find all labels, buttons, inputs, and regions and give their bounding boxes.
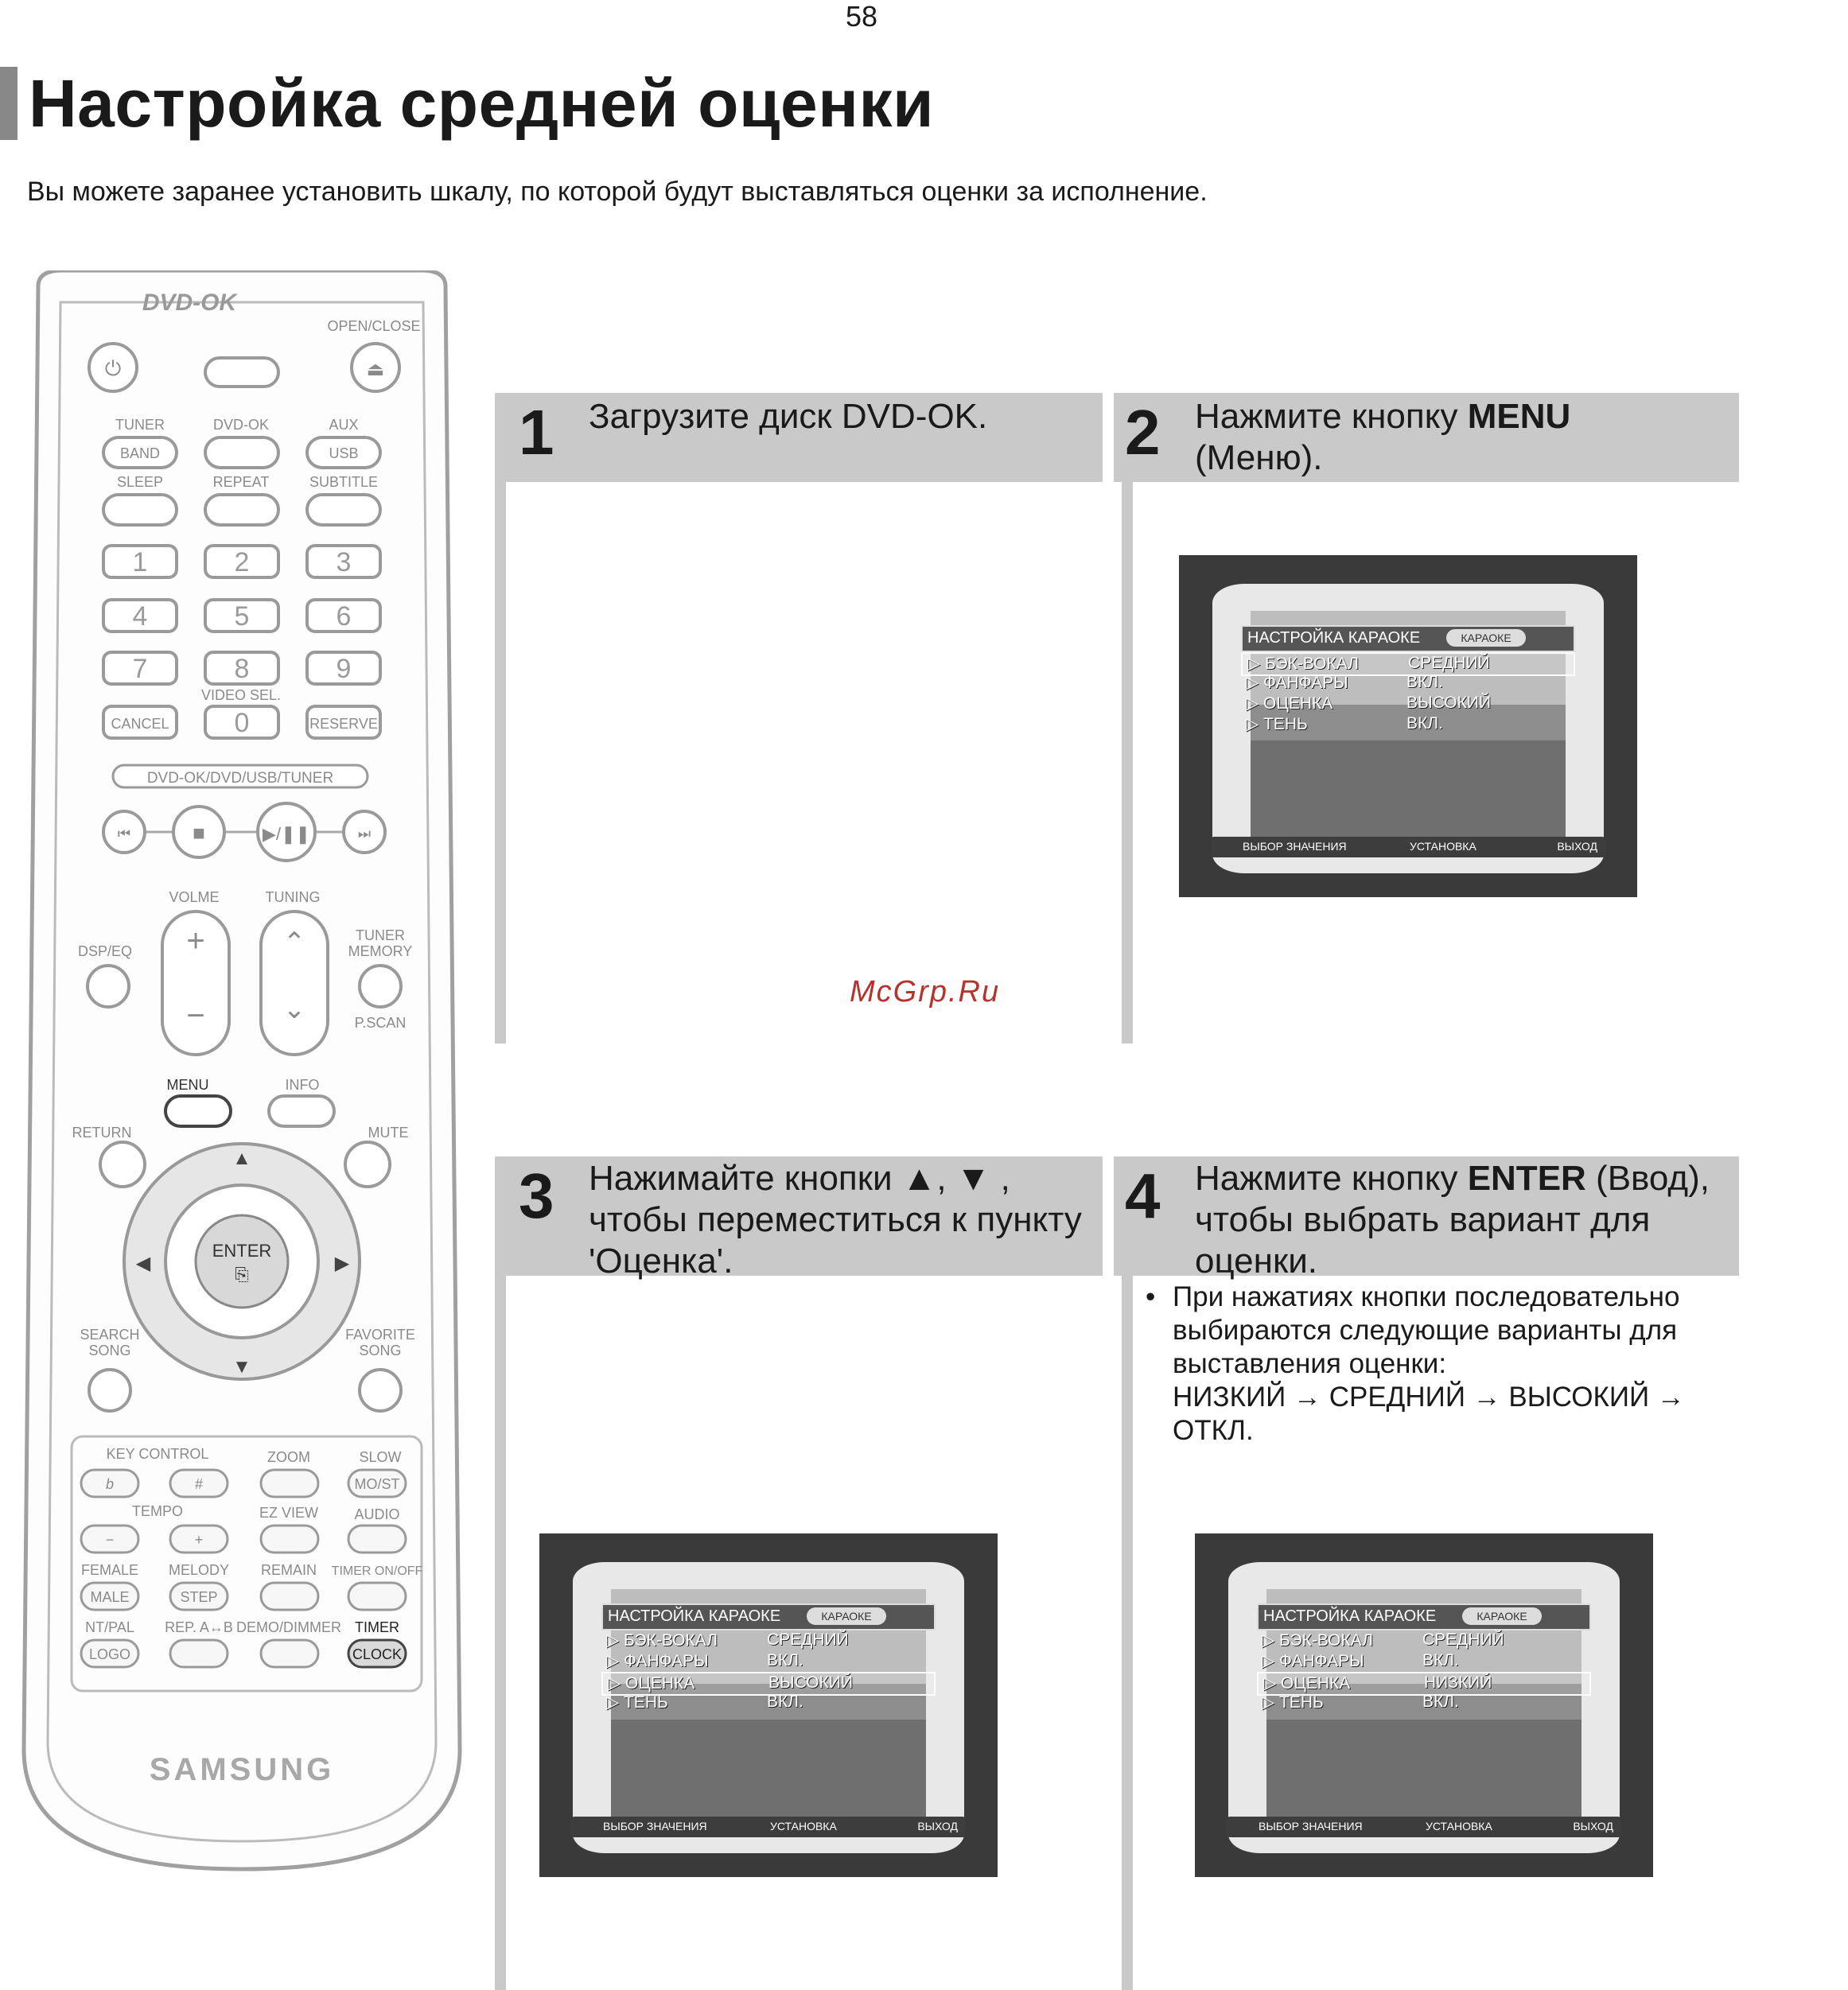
digit-0-label: 0 — [234, 708, 250, 738]
digit-9-label: 9 — [336, 654, 352, 684]
svg-text:▶: ▶ — [334, 1253, 350, 1274]
svg-text:TUNING: TUNING — [265, 889, 321, 905]
svg-text:MELODY: MELODY — [168, 1562, 230, 1578]
step-1-rule — [495, 482, 506, 1044]
step-1-text: Загрузите диск DVD-OK. — [589, 397, 988, 436]
svg-text:P.SCAN: P.SCAN — [354, 1015, 407, 1031]
svg-text:▼: ▼ — [232, 1356, 251, 1378]
svg-text:SONG: SONG — [88, 1343, 131, 1358]
svg-text:LOGO: LOGO — [88, 1646, 131, 1662]
svg-text:+: + — [194, 1532, 204, 1548]
svg-text:#: # — [194, 1476, 204, 1492]
title-accent-bar — [0, 67, 18, 140]
svg-text:−: − — [186, 998, 205, 1033]
step-2-number: 2 — [1125, 397, 1161, 468]
svg-text:DEMO/DIMMER: DEMO/DIMMER — [236, 1619, 341, 1635]
step-4-rule — [1122, 1276, 1133, 1990]
svg-text:◀: ◀ — [135, 1253, 151, 1274]
svg-text:TIMER ON/OFF: TIMER ON/OFF — [331, 1564, 423, 1578]
svg-text:AUDIO: AUDIO — [354, 1506, 400, 1522]
svg-text:MENU: MENU — [166, 1077, 209, 1093]
svg-text:MO/ST: MO/ST — [354, 1476, 400, 1492]
svg-text:BAND: BAND — [119, 445, 161, 461]
svg-text:FEMALE: FEMALE — [80, 1562, 139, 1578]
svg-text:OPEN/CLOSE: OPEN/CLOSE — [327, 318, 421, 334]
svg-text:DVD-OK/DVD/USB/TUNER: DVD-OK/DVD/USB/TUNER — [146, 770, 334, 787]
svg-text:KEY CONTROL: KEY CONTROL — [106, 1446, 209, 1462]
page-title: Настройка средней оценки — [29, 66, 935, 141]
svg-text:VIDEO SEL.: VIDEO SEL. — [200, 687, 282, 703]
svg-text:ENTER: ENTER — [212, 1241, 272, 1261]
svg-text:▶/❚❚: ▶/❚❚ — [263, 824, 310, 844]
digit-6-label: 6 — [336, 601, 352, 632]
svg-text:TEMPO: TEMPO — [131, 1503, 184, 1519]
svg-text:CLOCK: CLOCK — [352, 1646, 403, 1662]
page-number: 58 — [845, 0, 878, 33]
step-4-text: Нажмите кнопку ENTER (Ввод), чтобы выбрать вариант для оценки. — [1195, 1159, 1710, 1281]
svg-text:TUNER: TUNER — [356, 927, 405, 943]
digit-8-label: 8 — [234, 654, 250, 684]
svg-text:RESERVE: RESERVE — [309, 716, 378, 732]
step-4-number: 4 — [1125, 1160, 1161, 1231]
svg-text:SLEEP: SLEEP — [116, 474, 164, 490]
svg-text:MEMORY: MEMORY — [348, 943, 413, 959]
svg-text:⏮: ⏮ — [117, 826, 131, 841]
step-3-number: 3 — [519, 1160, 554, 1231]
step-2-screenshot: НАСТРОЙКА КАРАОКЕ КАРАОКЕ ▷ БЭК-ВОКАЛ СРЕДНИЙ ▷ ФАНФАРЫ ВКЛ. ▷ ОЦЕНКА ВЫСОКИЙ ▷ ТЕНЬ ВКЛ. ВЫБОР ЗНАЧЕНИЯ УСТАНОВКА ВЫХОД — [1179, 555, 1637, 897]
svg-text:SEARCH: SEARCH — [80, 1327, 140, 1343]
svg-text:⎘: ⎘ — [235, 1265, 249, 1285]
digit-4-label: 4 — [132, 601, 148, 632]
svg-text:EZ VIEW: EZ VIEW — [259, 1505, 319, 1521]
svg-text:REPEAT: REPEAT — [212, 474, 270, 490]
svg-text:MALE: MALE — [90, 1589, 130, 1605]
watermark: McGrp.Ru — [850, 975, 1001, 1009]
svg-text:b: b — [105, 1476, 115, 1492]
svg-text:⌄: ⌄ — [282, 994, 306, 1024]
intro-text: Вы можете заранее установить шкалу, по которой будут выставляться оценки за исполнение. — [27, 177, 1208, 207]
svg-text:+: + — [186, 923, 205, 958]
svg-text:DSP/EQ: DSP/EQ — [77, 943, 133, 959]
svg-text:⏻: ⏻ — [104, 356, 122, 380]
svg-text:INFO: INFO — [285, 1077, 320, 1093]
brand-logo: SAMSUNG — [149, 1752, 335, 1787]
svg-text:▲: ▲ — [232, 1148, 251, 1169]
digit-2-label: 2 — [234, 547, 250, 577]
remote-logo: DVD-OK — [142, 290, 237, 316]
svg-text:⏏: ⏏ — [366, 359, 385, 380]
step-3-text: Нажимайте кнопки ▲, ▼ , чтобы переместиться к пункту 'Оценка'. — [589, 1159, 1082, 1281]
svg-text:FAVORITE: FAVORITE — [345, 1327, 415, 1343]
digit-3-label: 3 — [336, 547, 352, 577]
step-4-screenshot: НАСТРОЙКА КАРАОКЕ КАРАОКЕ ▷ БЭК-ВОКАЛ СРЕДНИЙ ▷ ФАНФАРЫ ВКЛ. ▷ ОЦЕНКА НИЗКИЙ ▷ ТЕНЬ ВКЛ. ВЫБОР ЗНАЧЕНИЯ УСТАНОВКА ВЫХОД — [1195, 1533, 1653, 1877]
digit-7-label: 7 — [132, 654, 148, 684]
step-2-rule — [1122, 482, 1133, 1044]
digit-5-label: 5 — [234, 601, 250, 632]
svg-text:USB: USB — [329, 445, 359, 461]
svg-text:ZOOM: ZOOM — [267, 1449, 310, 1465]
step-1-number: 1 — [519, 397, 554, 468]
svg-text:STEP: STEP — [180, 1589, 218, 1605]
svg-text:⌃: ⌃ — [282, 927, 306, 958]
svg-text:SLOW: SLOW — [359, 1449, 402, 1465]
svg-text:AUX: AUX — [329, 417, 359, 433]
remote-control-illustration — [14, 270, 469, 1877]
svg-text:REMAIN: REMAIN — [260, 1562, 317, 1578]
svg-text:RETURN: RETURN — [72, 1125, 132, 1141]
svg-text:MUTE: MUTE — [368, 1125, 409, 1141]
svg-text:■: ■ — [193, 821, 205, 845]
svg-text:⏭: ⏭ — [357, 826, 372, 841]
svg-text:−: − — [105, 1532, 115, 1548]
svg-text:DVD-OK: DVD-OK — [212, 417, 270, 433]
svg-text:TIMER: TIMER — [355, 1619, 399, 1635]
svg-text:TUNER: TUNER — [115, 417, 165, 433]
digit-1-label: 1 — [132, 547, 148, 577]
svg-text:NT/PAL: NT/PAL — [85, 1619, 134, 1635]
svg-text:SUBTITLE: SUBTITLE — [309, 474, 379, 490]
svg-text:VOLME: VOLME — [169, 889, 220, 905]
step-3-rule — [495, 1276, 506, 1990]
svg-text:SONG: SONG — [359, 1343, 402, 1358]
step-3-screenshot: НАСТРОЙКА КАРАОКЕ КАРАОКЕ ▷ БЭК-ВОКАЛ СРЕДНИЙ ▷ ФАНФАРЫ ВКЛ. ▷ ОЦЕНКА ВЫСОКИЙ ▷ ТЕНЬ ВКЛ. ВЫБОР ЗНАЧЕНИЯ УСТАНОВКА ВЫХОД — [539, 1533, 998, 1877]
svg-text:CANCEL: CANCEL — [111, 716, 169, 732]
step-2-text: Нажмите кнопку MENU (Меню). — [1195, 397, 1571, 477]
svg-text:REP. A↔B: REP. A↔B — [165, 1619, 233, 1635]
